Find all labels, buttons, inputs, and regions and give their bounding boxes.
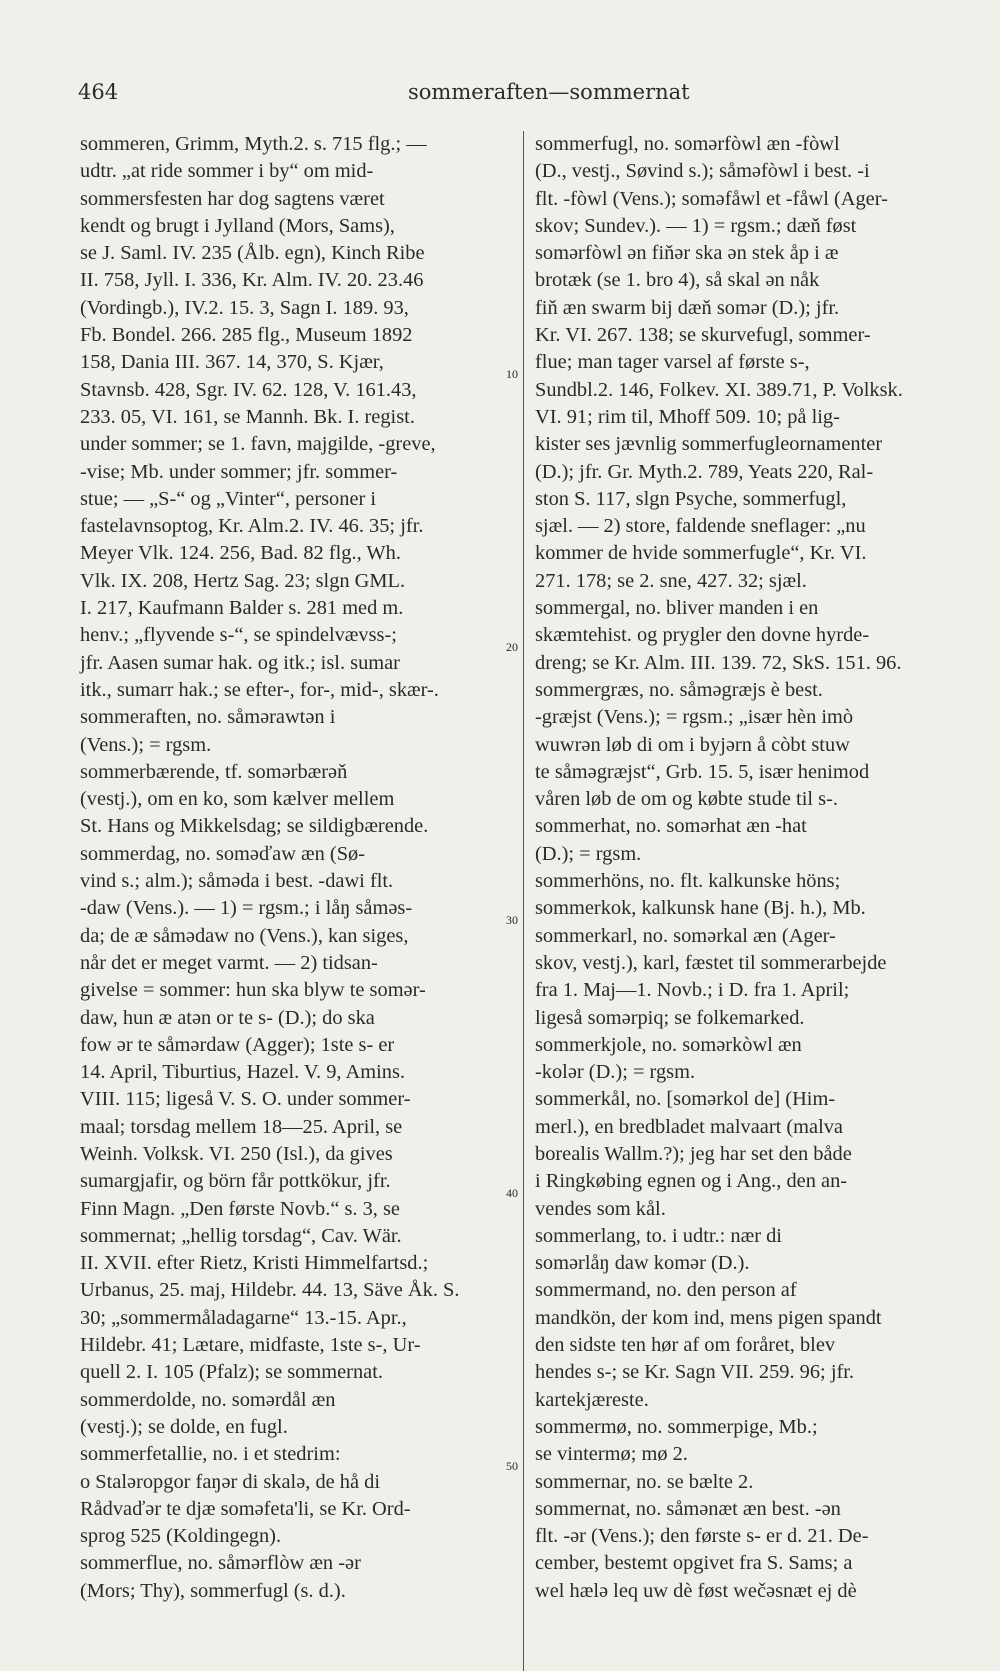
text-line: dreng; se Kr. Alm. III. 139. 72, SkS. 151. 96. [535, 651, 902, 674]
text-line: sommerkok, kalkunsk hane (Bj. h.), Mb. [535, 897, 866, 920]
text-line: II. 758, Jyll. I. 336, Kr. Alm. IV. 20. 23.46 [80, 269, 424, 292]
text-line: itk., sumarr hak.; se efter-, for-, mid-, skær-. [80, 678, 439, 701]
text-line: Rådvaďər te djæ soməfeta'li, se Kr. Ord- [80, 1497, 411, 1520]
text-line: Meyer Vlk. 124. 256, Bad. 82 flg., Wh. [80, 542, 401, 565]
text-line: ligeså somərpiq; se folkemarked. [535, 1006, 805, 1029]
running-head: sommeraften—sommernat [408, 80, 690, 104]
text-line: sommerkarl, no. somərkal æn (Ager- [535, 924, 836, 947]
text-line: VIII. 115; ligeså V. S. O. under sommer- [80, 1088, 411, 1111]
left-column [80, 131, 516, 1605]
text-line: sjæl. — 2) store, faldende sneflager: „nu [535, 515, 866, 538]
text-line: kendt og brugt i Jylland (Mors, Sams), [80, 214, 395, 237]
line-number: 40 [506, 1186, 518, 1200]
text-line: under sommer; se 1. favn, majgilde, -greve, [80, 433, 436, 456]
text-line: sommerhat, no. somərhat æn -hat [535, 815, 807, 838]
text-line: Kr. VI. 267. 138; se skurvefugl, sommer- [535, 324, 871, 347]
text-line: 30; „sommermåladagarne“ 13.-15. Apr., [80, 1306, 407, 1329]
text-line: henv.; „flyvende s-“, se spindelvævss-; [80, 624, 397, 647]
text-line: sumargjafir, og börn får pottkökur, jfr. [80, 1170, 391, 1193]
text-line: Hildebr. 41; Lætare, midfaste, 1ste s-, Ur- [80, 1334, 421, 1357]
text-line: Fb. Bondel. 266. 285 flg., Museum 1892 [80, 324, 413, 347]
text-line: (Mors; Thy), sommerfugl (s. d.). [80, 1579, 346, 1602]
text-line: vind s.; alm.); såməda i best. -dawi flt. [80, 870, 394, 893]
text-line: ston S. 117, slgn Psyche, sommerfugl, [535, 487, 847, 510]
text-line: når det er meget varmt. — 2) tidsan- [80, 951, 378, 974]
text-line: fiň æn swarm bij dæň somər (D.); jfr. [535, 296, 840, 319]
text-line: sommergræs, no. såməgræjs è best. [535, 678, 823, 701]
column-divider [523, 131, 524, 1671]
text-line: udtr. „at ride sommer i by“ om mid- [80, 160, 374, 183]
text-line: fra 1. Maj—1. Novb.; i D. fra 1. April; [535, 979, 850, 1002]
text-line: maal; torsdag mellem 18—25. April, se [80, 1115, 403, 1138]
text-line: sommermand, no. den person af [535, 1279, 797, 1302]
text-line: sommeraften, no. såmərawtən i [80, 706, 336, 729]
text-line: I. 217, Kaufmann Balder s. 281 med m. [80, 597, 404, 620]
text-line: sommerflue, no. såmərflòw æn -ər [80, 1552, 361, 1575]
text-line: 158, Dania III. 367. 14, 370, S. Kjær, [80, 351, 384, 374]
text-line: Weinh. Volksk. VI. 250 (Isl.), da gives [80, 1142, 393, 1165]
text-line: Urbanus, 25. maj, Hildebr. 44. 13, Säve Åk. S. [80, 1279, 460, 1302]
text-line: stue; — „S-“ og „Vinter“, personer i [80, 487, 377, 510]
text-line: -daw (Vens.). — 1) = rgsm.; i låŋ såməs- [80, 897, 413, 920]
text-line: merl.), en bredbladet malvaart (malva [535, 1115, 843, 1138]
text-line: fow ər te såmərdaw (Agger); 1ste s- er [80, 1033, 395, 1056]
text-line: (Vens.); = rgsm. [80, 733, 212, 756]
text-line: sommerfetallie, no. i et stedrim: [80, 1443, 341, 1466]
text-line: -vise; Mb. under sommer; jfr. sommer- [80, 460, 398, 483]
text-line: flt. -fòwl (Vens.); soməfåwl et -fåwl (Ager- [535, 187, 888, 210]
text-line: skæmtehist. og prygler den dovne hyrde- [535, 624, 870, 647]
text-line: Sundbl.2. 146, Folkev. XI. 389.71, P. Volksk. [535, 378, 903, 401]
text-line: våren løb de om og købte stude til s-. [535, 788, 838, 811]
text-line: 271. 178; se 2. sne, 427. 32; sjæl. [535, 569, 807, 592]
text-line: St. Hans og Mikkelsdag; se sildigbærende. [80, 815, 429, 838]
text-line: givelse = sommer: hun ska blyw te somər- [80, 979, 426, 1002]
text-line: (vestj.), om en ko, som kælver mellem [80, 788, 395, 811]
text-line: skov, vestj.), karl, fæstet til sommerarbejde [535, 951, 887, 974]
text-line: flue; man tager varsel af første s-, [535, 351, 810, 374]
text-line: sommerlang, to. i udtr.: nær di [535, 1224, 782, 1247]
text-line: 14. April, Tiburtius, Hazel. V. 9, Amins. [80, 1061, 405, 1084]
text-line: (Vordingb.), IV.2. 15. 3, Sagn I. 189. 93, [80, 296, 409, 319]
text-line: quell 2. I. 105 (Pfalz); se sommernat. [80, 1361, 383, 1384]
text-line: kister ses jævnlig sommerfugleornamenter [535, 433, 883, 456]
text-line: borealis Wallm.?); jeg har set den både [535, 1142, 852, 1165]
text-line: cember, bestemt opgivet fra S. Sams; a [535, 1552, 853, 1575]
text-line: Vlk. IX. 208, Hertz Sag. 23; slgn GML. [80, 569, 406, 592]
text-line: -kolər (D.); = rgsm. [535, 1061, 696, 1084]
text-line: sommerkjole, no. somərkòwl æn [535, 1033, 802, 1056]
text-line: 233. 05, VI. 161, se Mannh. Bk. I. regist. [80, 405, 415, 428]
text-line: kartekjæreste. [535, 1388, 649, 1411]
text-line: se vintermø; mø 2. [535, 1443, 688, 1466]
line-number: 50 [506, 1459, 518, 1473]
text-line: sommernar, no. se bælte 2. [535, 1470, 754, 1493]
text-line: skov; Sundev.). — 1) = rgsm.; dæň føst [535, 214, 857, 237]
text-line: Stavnsb. 428, Sgr. IV. 62. 128, V. 161.43, [80, 378, 417, 401]
line-number: 10 [506, 367, 518, 381]
text-line: den sidste ten hør af om foråret, blev [535, 1334, 836, 1357]
text-line: i Ringkøbing egnen og i Ang., den an- [535, 1170, 848, 1193]
text-line: fastelavnsoptog, Kr. Alm.2. IV. 46. 35; jfr. [80, 515, 424, 538]
text-line: sommeren, Grimm, Myth.2. s. 715 flg.; — [80, 133, 427, 155]
text-line: II. XVII. efter Rietz, Kristi Himmelfartsd.; [80, 1252, 429, 1275]
text-line: daw, hun æ atən or te s- (D.); do ska [80, 1006, 375, 1029]
text-line: jfr. Aasen sumar hak. og itk.; isl. sumar [80, 651, 400, 674]
text-line: sprog 525 (Koldingegn). [80, 1525, 282, 1548]
text-line: kommer de hvide sommerfugle“, Kr. VI. [535, 542, 867, 565]
text-line: mandkön, der kom ind, mens pigen spandt [535, 1306, 882, 1329]
right-column [535, 131, 981, 1605]
text-line: vendes som kål. [535, 1197, 666, 1220]
text-line: (D., vestj., Søvind s.); såməfòwl i best. -i [535, 160, 870, 183]
text-line: sommerhöns, no. flt. kalkunske höns; [535, 870, 841, 893]
text-line: wuwrən løb di om i byjərn å còbt stuw [535, 733, 850, 756]
text-line: sommersfesten har dog sagtens været [80, 187, 385, 210]
text-line: flt. -ər (Vens.); den første s- er d. 21. De- [535, 1525, 869, 1548]
text-line: VI. 91; rim til, Mhoff 509. 10; på lig- [535, 405, 840, 428]
text-line: sommerdolde, no. somərdål æn [80, 1388, 336, 1411]
page-number: 464 [78, 80, 119, 104]
text-line: somərlåŋ daw komər (D.). [535, 1252, 750, 1275]
text-line: te såməgræjst“, Grb. 15. 5, især henimod [535, 760, 870, 783]
text-line: sommerfugl, no. somərfòwl æn -fòwl [535, 133, 840, 155]
text-line: Finn Magn. „Den første Novb.“ s. 3, se [80, 1197, 400, 1220]
text-line: se J. Saml. IV. 235 (Ålb. egn), Kinch Ribe [80, 242, 425, 265]
text-line: (D.); jfr. Gr. Myth.2. 789, Yeats 220, Ral- [535, 460, 874, 483]
text-line: da; de æ såmədaw no (Vens.), kan siges, [80, 924, 409, 947]
line-number: 30 [506, 913, 518, 927]
text-line: -græjst (Vens.); = rgsm.; „især hèn imò [535, 706, 854, 729]
text-line: sommerkål, no. [somərkol de] (Him- [535, 1088, 836, 1111]
text-line: sommernat, no. såmənæt æn best. -ən [535, 1497, 841, 1520]
text-line: sommermø, no. sommerpige, Mb.; [535, 1415, 818, 1438]
text-line: sommergal, no. bliver manden i en [535, 597, 819, 620]
text-line: sommerdag, no. soməďaw æn (Sø- [80, 842, 366, 865]
text-line: hendes s-; se Kr. Sagn VII. 259. 96; jfr. [535, 1361, 855, 1384]
text-line: sommerbærende, tf. somərbærəň [80, 760, 348, 783]
text-line: brotæk (se 1. bro 4), så skal ən nåk [535, 269, 820, 292]
text-line: wel hælə leq uw dè føst wečəsnæt ej dè [535, 1579, 857, 1602]
text-line: (vestj.); se dolde, en fugl. [80, 1415, 288, 1438]
text-line: sommernat; „hellig torsdag“, Cav. Wär. [80, 1224, 402, 1247]
text-line: o Staləropgor faŋər di skalə, de hå di [80, 1470, 380, 1493]
line-number: 20 [506, 640, 518, 654]
text-line: somərfòwl ən fiňər ska ən stek åp i æ [535, 242, 839, 265]
text-line: (D.); = rgsm. [535, 842, 642, 865]
